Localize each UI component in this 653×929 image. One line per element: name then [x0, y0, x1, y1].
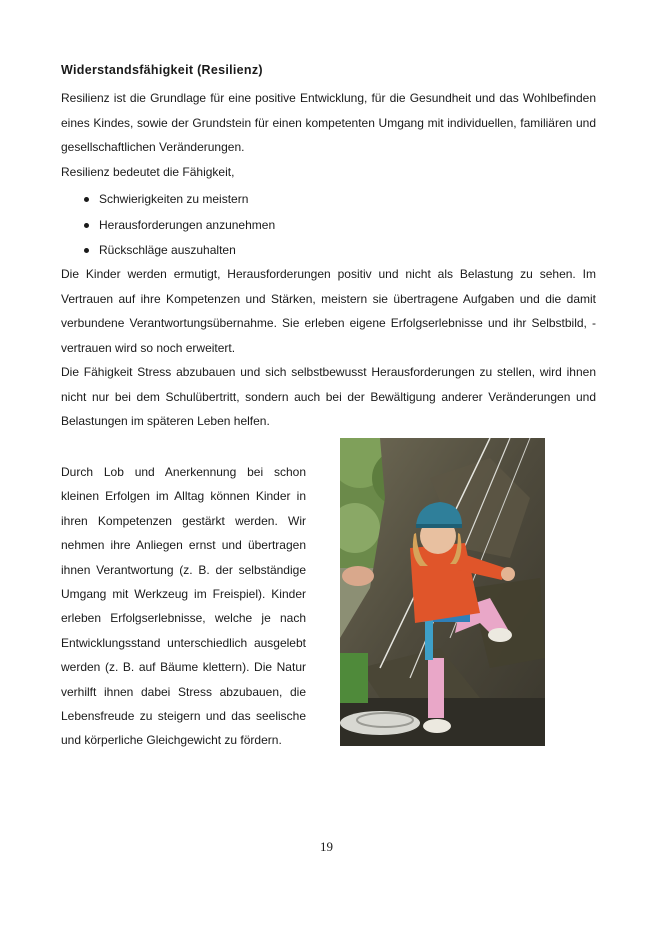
- list-item: Schwierigkeiten zu meistern: [61, 187, 596, 213]
- section-heading: Widerstandsfähigkeit (Resilienz): [61, 63, 263, 77]
- list-item: Rückschläge auszuhalten: [61, 238, 596, 264]
- bullet-icon: [84, 223, 89, 228]
- bullet-icon: [84, 248, 89, 253]
- paragraph-stress: Die Fähigkeit Stress abzubauen und sich selbstbewusst Herausforderungen zu stellen, wird ihnen nicht nur bei dem Schulübertritt, sondern auch bei der Bewältigung anderer Veränderungen und Belastungen im späteren Leben helfen.: [61, 365, 596, 428]
- intro-paragraph: Resilienz ist die Grundlage für eine positive Entwicklung, für die Gesundheit und das Wohlbefinden eines Kindes, sowie der Grundstein für einen kompetenten Umgang mit individuellen, familiären und gesellschaftlichen Veränderungen.: [61, 91, 596, 154]
- ability-list: [61, 187, 596, 264]
- side-paragraph: Durch Lob und Anerkennung bei schon kleinen Erfolgen im Alltag können Kinder in ihren Kompetenzen gestärkt werden. Wir nehmen ihre Anliegen ernst und übertragen ihnen Verantwortung (z. B. der selbständige Umgang mit Werkzeug im Freispiel). Kinder erleben Erfolgserlebnisse, welche je nach Entwicklungsstand unterschiedlich ausgelebt werden (z. B. auf Bäume klettern). Die Natur verhilft ihnen dabei Stress abzubauen, die Lebensfreude zu steigern und das seelische und körperliche Gleichgewicht zu fördern.: [61, 465, 306, 748]
- climbing-child-photo: [340, 438, 545, 746]
- bullet-icon: [84, 197, 89, 202]
- list-item: Herausforderungen anzunehmen: [61, 213, 596, 239]
- lead-line: Resilienz bedeutet die Fähigkeit,: [61, 165, 235, 179]
- paragraph-encouragement: Die Kinder werden ermutigt, Herausforderungen positiv und nicht als Belastung zu sehen. Im Vertrauen auf ihre Kompetenzen und Stärken, meistern sie übertragene Aufgaben und die damit verbundene Verantwortungsübernahme. Sie erleben eigene Erfolgserlebnisse und ihr Selbstbild, -vertrauen wird so noch erweitert.: [61, 267, 596, 355]
- page-number: 19: [320, 839, 333, 854]
